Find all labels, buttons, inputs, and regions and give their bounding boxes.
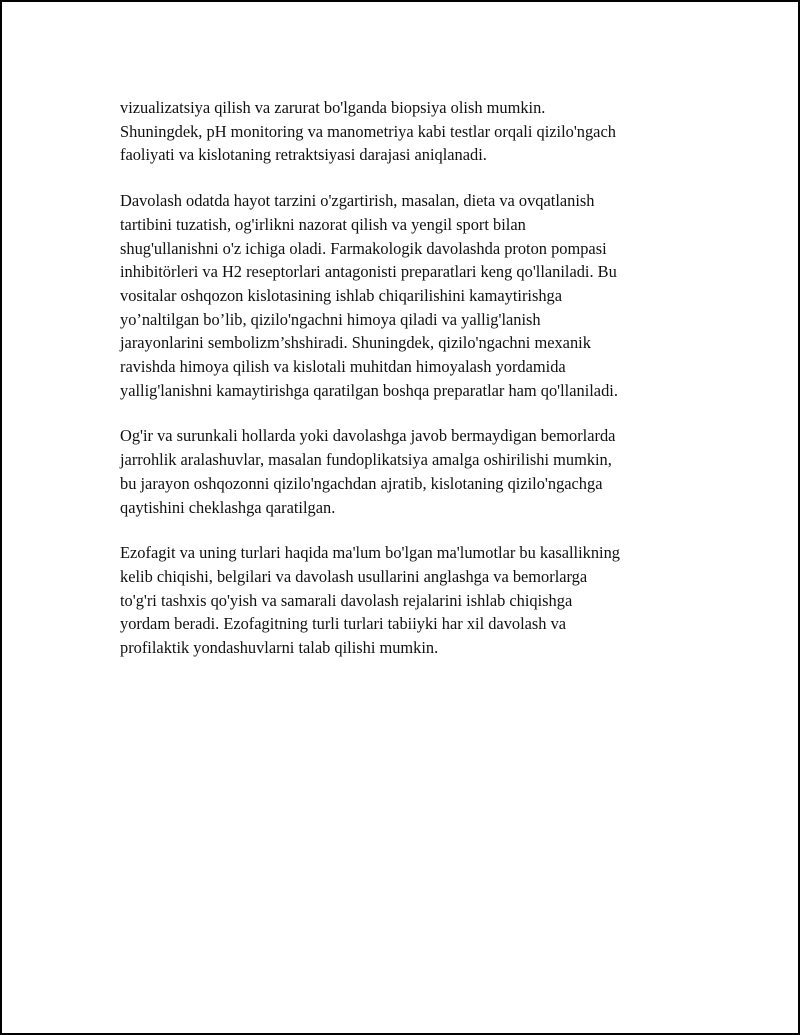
paragraph-conclusion: Ezofagit va uning turlari haqida ma'lum bo'lgan ma'lumotlar bu kasallikning kelib chiqishi, belgilari va davolash usullarini anglashga va bemorlarga to'g'ri tashxis qo'yish va samarali davolash rejalarini ishlab chiqishga yordam beradi. Ezofagitning turli turlari tabiiyki har xil davolash va profilaktik yondashuvlarni talab qilishi mumkin. <box>120 543 621 658</box>
document-body <box>120 96 720 682</box>
paragraph-surgery: Og'ir va surunkali hollarda yoki davolashga javob bermaydigan bemorlarda jarrohlik aralashuvlar, masalan fundoplikatsiya amalga oshirilishi mumkin, bu jarayon oshqozonni qizilo'ngachdan ajratib, kislotaning qizilo'ngachga qaytishini cheklashga qaratilgan. <box>120 426 616 517</box>
paragraph-diagnostics: vizualizatsiya qilish va zarurat bo'lganda biopsiya olish mumkin. Shuningdek, pH monitoring va manometriya kabi testlar orqali qizilo'ngach faoliyati va kislotaning retraktsiyasi darajasi aniqlanadi. <box>120 98 616 165</box>
paragraph-treatment: Davolash odatda hayot tarzini o'zgartirish, masalan, dieta va ovqatlanish tartibini tuzatish, og'irlikni nazorat qilish va yengil sport bilan shug'ullanishni o'z ichiga oladi. Farmakologik davolashda proton pompasi inhibitörleri va H2 reseptorlari antagonisti preparatlari keng qo'llaniladi. Bu vositalar oshqozon kislotasining ishlab chiqarilishini kamaytirishga yo’naltilgan bo’lib, qizilo'ngachni himoya qiladi va yallig'lanish jarayonlarini sembolizm’shshiradi. Shuningdek, qizilo'ngachni mexanik ravishda himoya qilish va kislotali muhitdan himoyalash yordamida yallig'lanishni kamaytirishga qaratilgan boshqa preparatlar ham qo'llaniladi. <box>120 191 618 400</box>
